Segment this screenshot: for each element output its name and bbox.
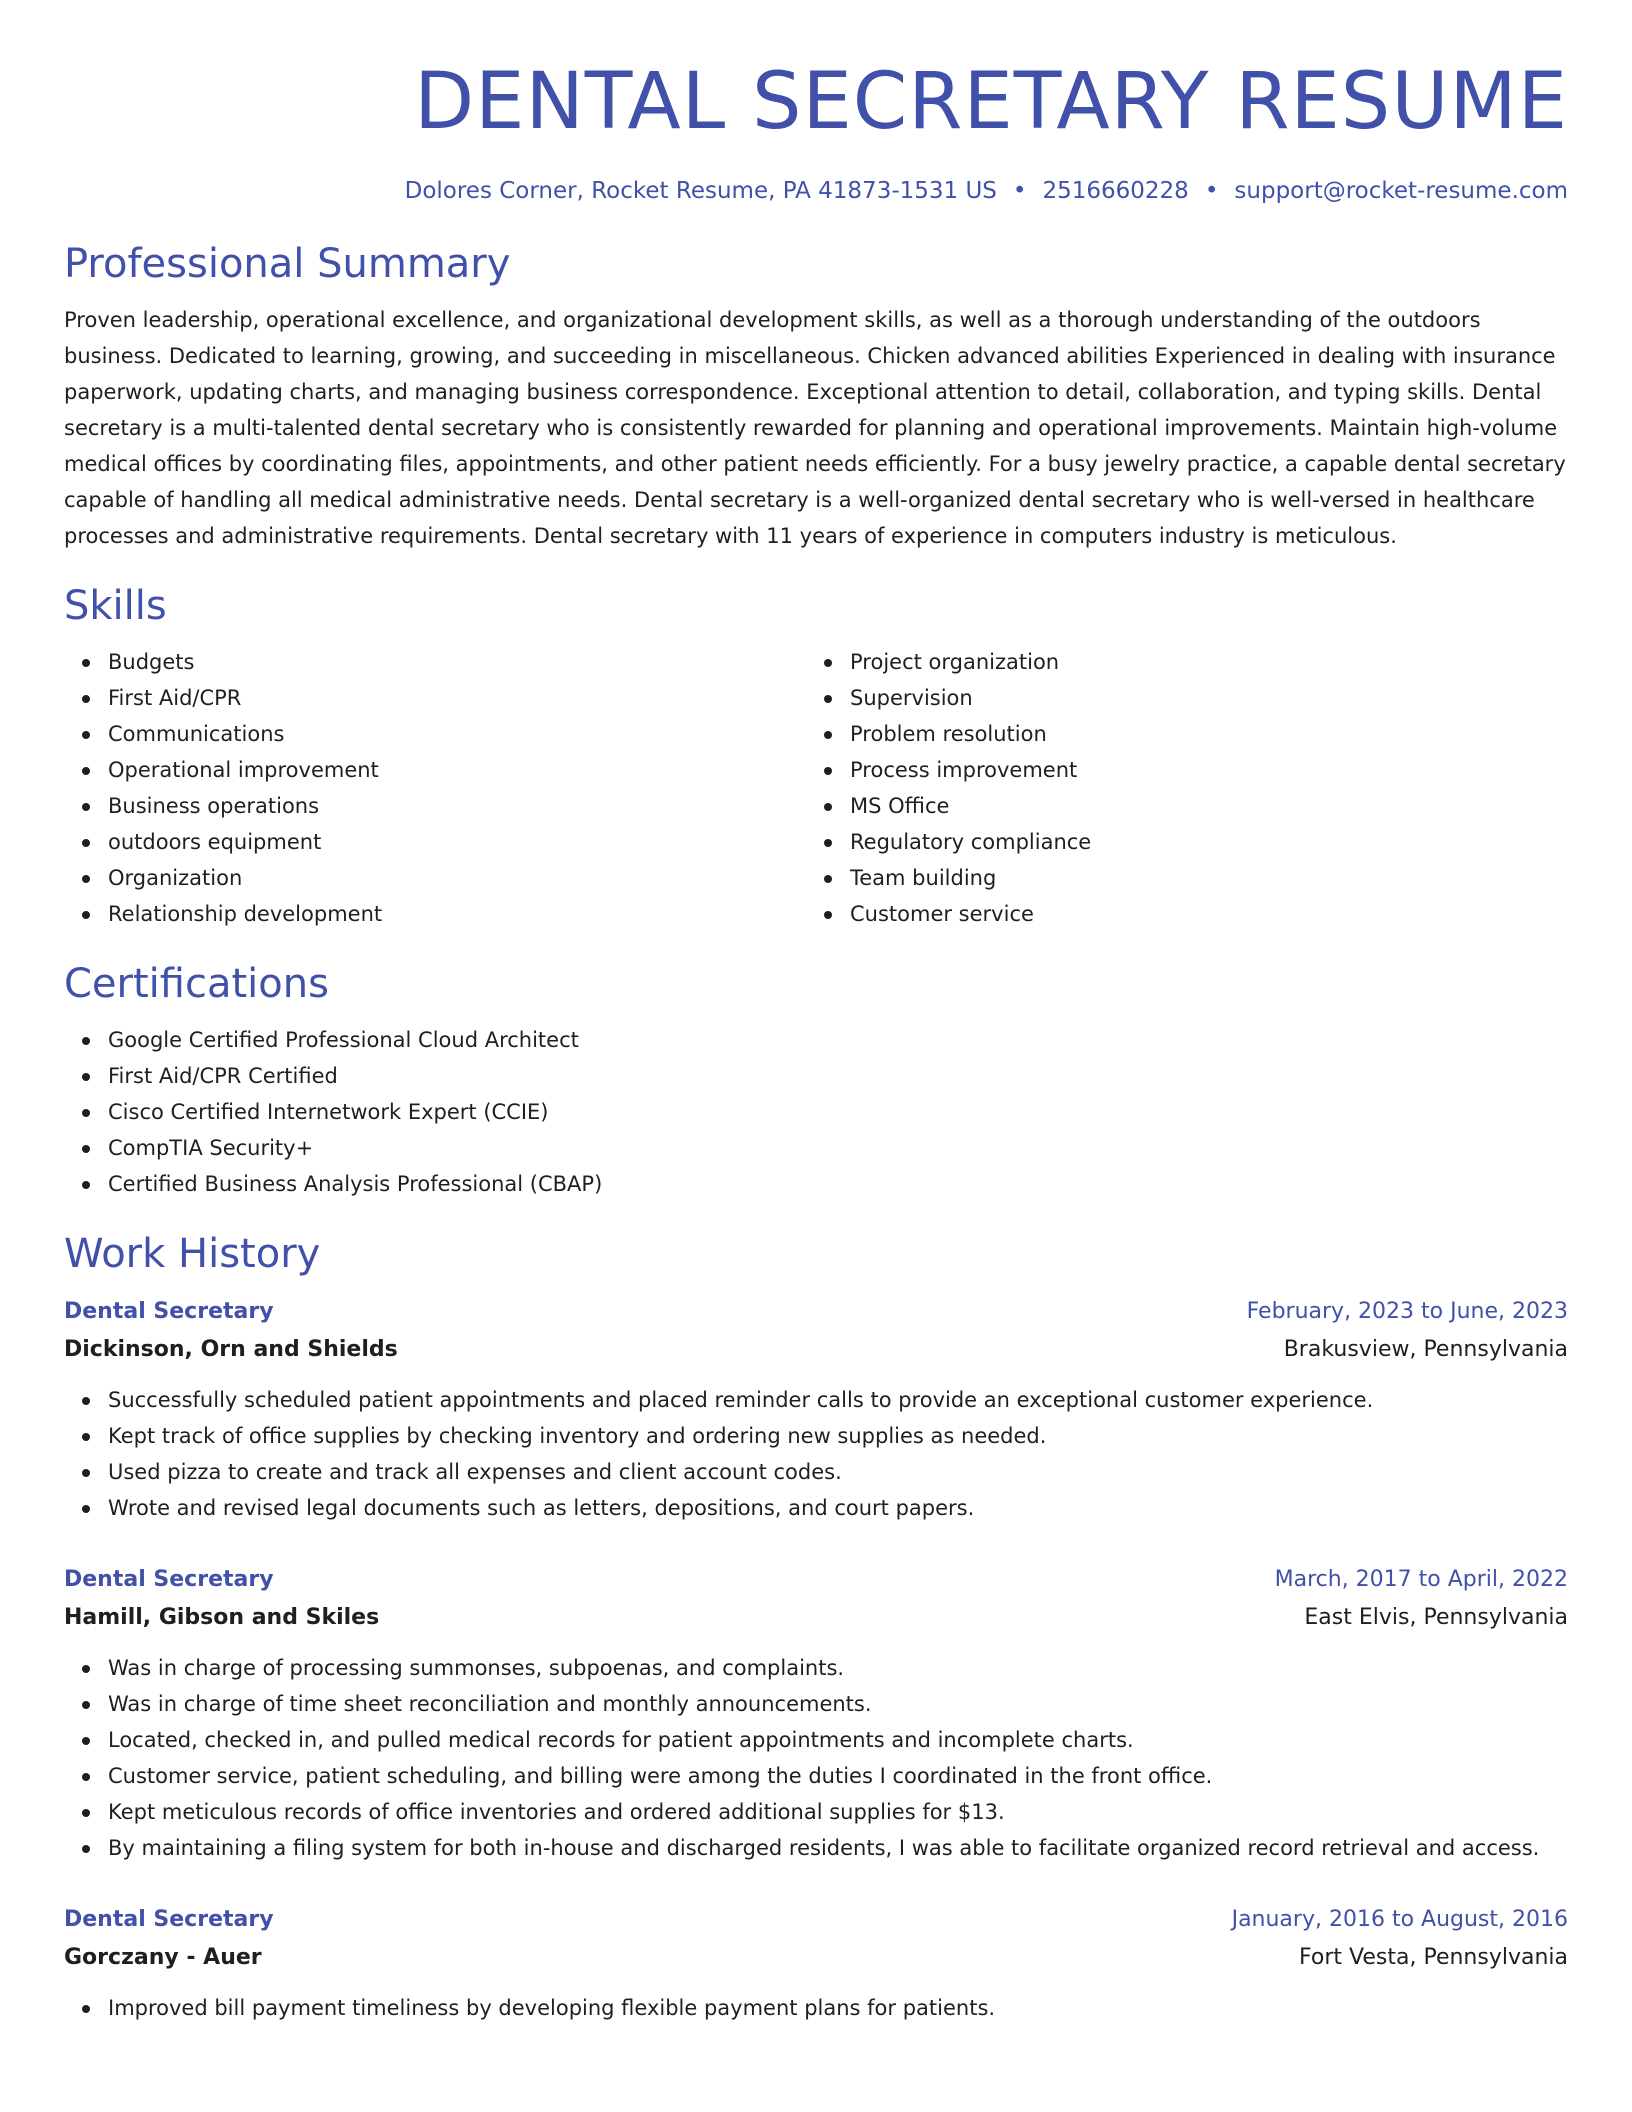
job-title-row	[64, 1902, 1568, 1938]
job-bullet: Was in charge of time sheet reconciliation and monthly announcements.	[108, 1686, 1568, 1722]
job-company-row	[64, 1330, 1568, 1370]
certification-item: Cisco Certified Internetwork Expert (CCIE)	[108, 1094, 1568, 1130]
job-title-row	[64, 1294, 1568, 1330]
certification-item: Certified Business Analysis Professional (CBAP)	[108, 1166, 1568, 1202]
job-bullets	[64, 1990, 1568, 2026]
contact-email[interactable]: support@rocket-resume.com	[1234, 178, 1568, 204]
skill-item: Business operations	[108, 788, 806, 824]
job-company: Gorczany - Auer	[64, 1945, 262, 1970]
job-bullet: Kept meticulous records of office inventories and ordered additional supplies for $13.	[108, 1794, 1568, 1830]
skill-item: Problem resolution	[850, 716, 1548, 752]
job-company-row	[64, 1938, 1568, 1978]
job-bullet: Customer service, patient scheduling, and billing were among the duties I coordinated in the front office.	[108, 1758, 1568, 1794]
job-title-row	[64, 1562, 1568, 1598]
job-title: Dental Secretary	[64, 1907, 274, 1932]
job-company: Hamill, Gibson and Skiles	[64, 1605, 380, 1630]
skills-section	[64, 580, 1568, 932]
skill-item: Supervision	[850, 680, 1548, 716]
skill-item: Communications	[108, 716, 806, 752]
skill-item: Relationship development	[108, 896, 806, 932]
work-history-heading: Work History	[64, 1231, 321, 1277]
certifications-heading: Certifications	[64, 961, 329, 1007]
certification-item: First Aid/CPR Certified	[108, 1058, 1568, 1094]
skill-item: Organization	[108, 860, 806, 896]
work-history-section	[64, 1228, 1568, 2026]
job-bullets	[64, 1382, 1568, 1526]
skill-item: Project organization	[850, 644, 1548, 680]
job-location: Brakusview, Pennsylvania	[1283, 1337, 1568, 1362]
job-bullet: Successfully scheduled patient appointments and placed reminder calls to provide an exceptional customer experience.	[108, 1382, 1568, 1418]
job-entry	[64, 1562, 1568, 1866]
contact-address: Dolores Corner, Rocket Resume, PA 41873-1531 US	[404, 178, 997, 204]
skill-item: Customer service	[850, 896, 1548, 932]
skill-item: First Aid/CPR	[108, 680, 806, 716]
job-bullet: Located, checked in, and pulled medical records for patient appointments and incomplete charts.	[108, 1722, 1568, 1758]
skill-item: Operational improvement	[108, 752, 806, 788]
skills-heading: Skills	[64, 583, 167, 629]
job-bullet: Kept track of office supplies by checking inventory and ordering new supplies as needed.	[108, 1418, 1568, 1454]
job-dates: February, 2023 to June, 2023	[1246, 1299, 1568, 1324]
certifications-list	[64, 1022, 1568, 1202]
skill-item: Regulatory compliance	[850, 824, 1548, 860]
skill-item: MS Office	[850, 788, 1548, 824]
certification-item: CompTIA Security+	[108, 1130, 1568, 1166]
skill-item: Process improvement	[850, 752, 1548, 788]
job-title: Dental Secretary	[64, 1567, 274, 1592]
summary-heading: Professional Summary	[64, 241, 511, 287]
job-company: Dickinson, Orn and Shields	[64, 1337, 398, 1362]
job-company-row	[64, 1598, 1568, 1638]
job-entry	[64, 1294, 1568, 1526]
certifications-section	[64, 958, 1568, 1202]
skill-item: Team building	[850, 860, 1548, 896]
certification-item: Google Certified Professional Cloud Architect	[108, 1022, 1568, 1058]
job-bullet: Improved bill payment timeliness by developing flexible payment plans for patients.	[108, 1990, 1568, 2026]
summary-section	[64, 238, 1568, 554]
job-bullets	[64, 1650, 1568, 1866]
job-dates: March, 2017 to April, 2022	[1274, 1567, 1568, 1592]
skills-list-left	[64, 644, 806, 932]
skills-columns	[64, 632, 1568, 932]
resume-title: DENTAL SECRETARY RESUME	[414, 57, 1568, 147]
skill-item: Budgets	[108, 644, 806, 680]
contact-separator: •	[1012, 178, 1027, 204]
job-entry	[64, 1902, 1568, 2026]
job-title: Dental Secretary	[64, 1299, 274, 1324]
job-location: East Elvis, Pennsylvania	[1304, 1605, 1568, 1630]
job-dates: January, 2016 to August, 2016	[1231, 1907, 1568, 1932]
job-bullet: By maintaining a filing system for both in-house and discharged residents, I was able to facilitate organized record retrieval and access.	[108, 1830, 1568, 1866]
skill-item: outdoors equipment	[108, 824, 806, 860]
summary-text: Proven leadership, operational excellence, and organizational development skills, as well as a thorough understanding of the outdoors business. Dedicated to learning, growing, and succeeding in miscellaneous. Chicken advanced abilities Experienced in dealing with insurance paperwork, updating charts, and managing business correspondence. Exceptional attention to detail, collaboration, and typing skills. Dental secretary is a multi-talented dental secretary who is consistently rewarded for planning and operational improvements. Maintain high-volume medical offices by coordinating files, appointments, and other patient needs efficiently. For a busy jewelry practice, a capable dental secretary capable of handling all medical administrative needs. Dental secretary is a well-organized dental secretary who is well-versed in healthcare processes and administrative requirements. Dental secretary with 11 years of experience in computers industry is meticulous.	[64, 308, 1566, 548]
job-bullet: Used pizza to create and track all expenses and client account codes.	[108, 1454, 1568, 1490]
contact-phone[interactable]: 2516660228	[1042, 178, 1189, 204]
contact-separator: •	[1204, 178, 1219, 204]
job-location: Fort Vesta, Pennsylvania	[1299, 1945, 1568, 1970]
skills-list-right	[806, 644, 1548, 932]
contact-line	[64, 176, 1568, 206]
job-bullet: Wrote and revised legal documents such as letters, depositions, and court papers.	[108, 1490, 1568, 1526]
resume-header	[64, 0, 1568, 206]
job-bullet: Was in charge of processing summonses, subpoenas, and complaints.	[108, 1650, 1568, 1686]
